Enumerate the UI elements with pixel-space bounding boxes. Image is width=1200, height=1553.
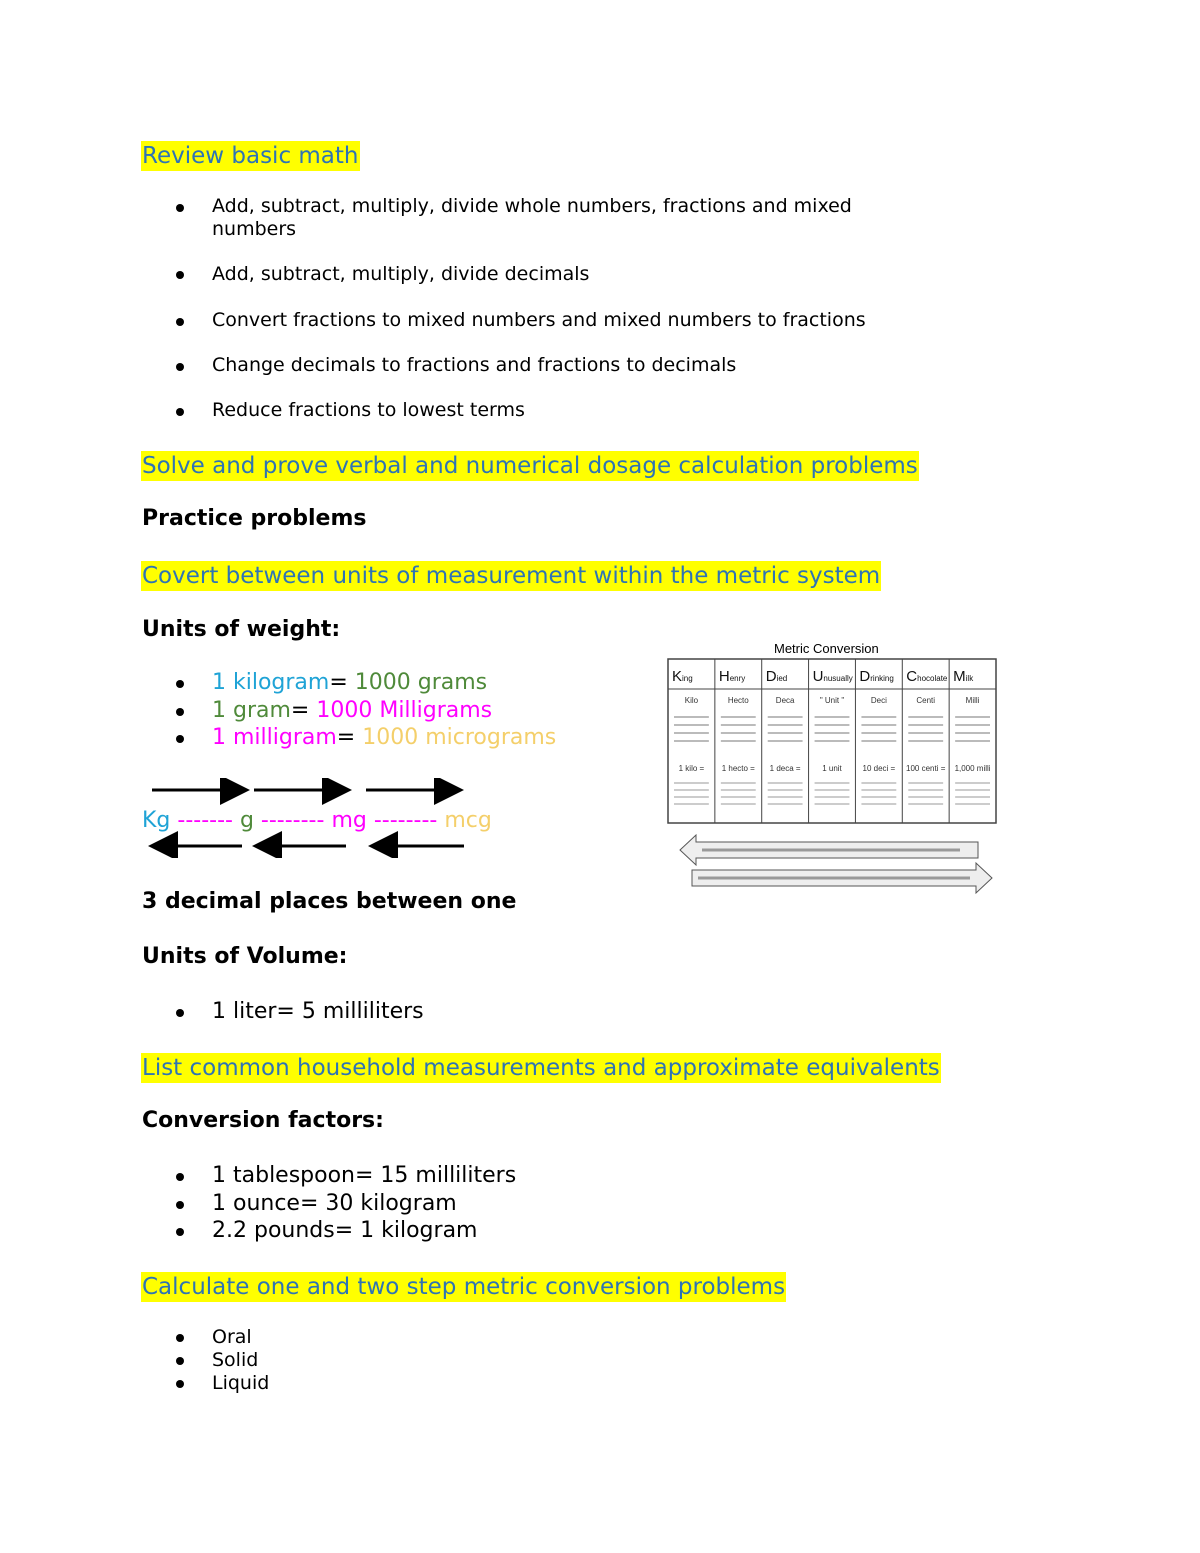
section-covert-heading: Covert between units of measurement within the metric system	[142, 563, 881, 589]
weight-item-b: 1000 grams	[347, 670, 488, 695]
metric-col-name: Kilo	[684, 696, 699, 705]
practice-heading: Practice problems	[142, 506, 367, 531]
review-item: Change decimals to fractions and fractions to decimals	[212, 354, 737, 376]
form-item: Solid	[212, 1349, 259, 1371]
form-item: Oral	[212, 1326, 252, 1348]
metric-col-eq: 10 deci =	[862, 764, 896, 773]
scale-dash: -------	[170, 808, 240, 833]
scale-mg: mg	[331, 808, 367, 833]
bullet-icon	[176, 1201, 184, 1209]
weight-item-g	[212, 698, 492, 723]
weight-item-a: 1 kilogram	[212, 670, 330, 695]
conversion-item: 2.2 pounds= 1 kilogram	[212, 1218, 478, 1243]
bullet-icon	[176, 204, 184, 212]
metric-col-name: " Unit "	[819, 696, 845, 705]
metric-col-eq: 1,000 milli	[954, 764, 991, 773]
conversion-item: 1 tablespoon= 15 milliliters	[212, 1163, 517, 1188]
decimal-note: 3 decimal places between one	[142, 889, 517, 914]
scale-mcg: mcg	[444, 808, 492, 833]
scale-dash: --------	[253, 808, 332, 833]
weight-item-mg	[212, 725, 556, 750]
metric-col-eq: 100 centi =	[906, 764, 946, 773]
metric-title: Metric Conversion	[774, 641, 879, 656]
metric-col-name: Milli	[965, 696, 980, 705]
bullet-icon	[176, 735, 184, 743]
bullet-icon	[176, 1357, 184, 1365]
review-item: Reduce fractions to lowest terms	[212, 399, 525, 421]
metric-col-header: Died	[765, 668, 788, 685]
bullet-icon	[176, 1334, 184, 1342]
section-household-heading: List common household measurements and approximate equivalents	[142, 1055, 940, 1081]
weight-item-eq: =	[329, 670, 348, 695]
section-calc-heading: Calculate one and two step metric conversion problems	[142, 1274, 786, 1300]
metric-col-name: Deca	[775, 696, 795, 705]
metric-col-eq: 1 deca =	[769, 764, 801, 773]
bullet-icon	[176, 1173, 184, 1181]
bullet-icon	[176, 363, 184, 371]
metric-col-header: Chocolate	[906, 668, 948, 685]
review-item: Add, subtract, multiply, divide decimals	[212, 263, 590, 285]
weight-item-a: 1 milligram	[212, 725, 337, 750]
review-item: Add, subtract, multiply, divide whole numbers, fractions and mixed	[212, 195, 852, 217]
unit-scale	[142, 808, 492, 833]
section-solve-heading: Solve and prove verbal and numerical dosage calculation problems	[142, 453, 918, 479]
bullet-icon	[176, 680, 184, 688]
metric-col-header: King	[672, 668, 693, 685]
metric-col-header: Milk	[953, 668, 974, 685]
metric-conversion-image	[660, 635, 1000, 895]
metric-col-eq: 1 unit	[822, 764, 842, 773]
bullet-icon	[176, 1228, 184, 1236]
metric-table	[660, 635, 1000, 895]
bullet-icon	[176, 1009, 184, 1017]
bullet-icon	[176, 408, 184, 416]
section-review-heading: Review basic math	[142, 143, 359, 169]
bullet-icon	[176, 271, 184, 279]
review-item-cont: numbers	[212, 218, 297, 240]
metric-col-eq: 1 hecto =	[721, 764, 755, 773]
metric-col-eq: 1 kilo =	[678, 764, 705, 773]
bullet-icon	[176, 1380, 184, 1388]
metric-col-name: Deci	[870, 696, 887, 705]
volume-heading: Units of Volume:	[142, 944, 348, 969]
weight-item-b: 1000 micrograms	[355, 725, 557, 750]
weight-item-eq: =	[336, 725, 356, 750]
bullet-icon	[176, 318, 184, 326]
review-item: Convert fractions to mixed numbers and mixed numbers to fractions	[212, 309, 866, 331]
metric-col-name: Centi	[916, 696, 936, 705]
metric-col-header: Drinking	[859, 668, 894, 685]
weight-item-kg	[212, 670, 487, 695]
form-item: Liquid	[212, 1372, 270, 1394]
scale-g: g	[239, 808, 254, 833]
scale-kg: Kg	[142, 808, 171, 833]
metric-col-header: Unusually	[812, 668, 853, 685]
conversion-item: 1 ounce= 30 kilogram	[212, 1191, 457, 1216]
metric-col-header: Henry	[718, 668, 746, 685]
conversion-heading: Conversion factors:	[142, 1108, 384, 1133]
weight-item-a: 1 gram	[212, 698, 291, 723]
bullet-icon	[176, 708, 184, 716]
volume-item: 1 liter= 5 milliliters	[212, 999, 424, 1024]
weight-item-eq: =	[290, 698, 310, 723]
scale-dash: --------	[366, 808, 445, 833]
weight-heading: Units of weight:	[142, 617, 341, 642]
weight-item-b: 1000 Milligrams	[309, 698, 493, 723]
metric-col-name: Hecto	[727, 696, 749, 705]
